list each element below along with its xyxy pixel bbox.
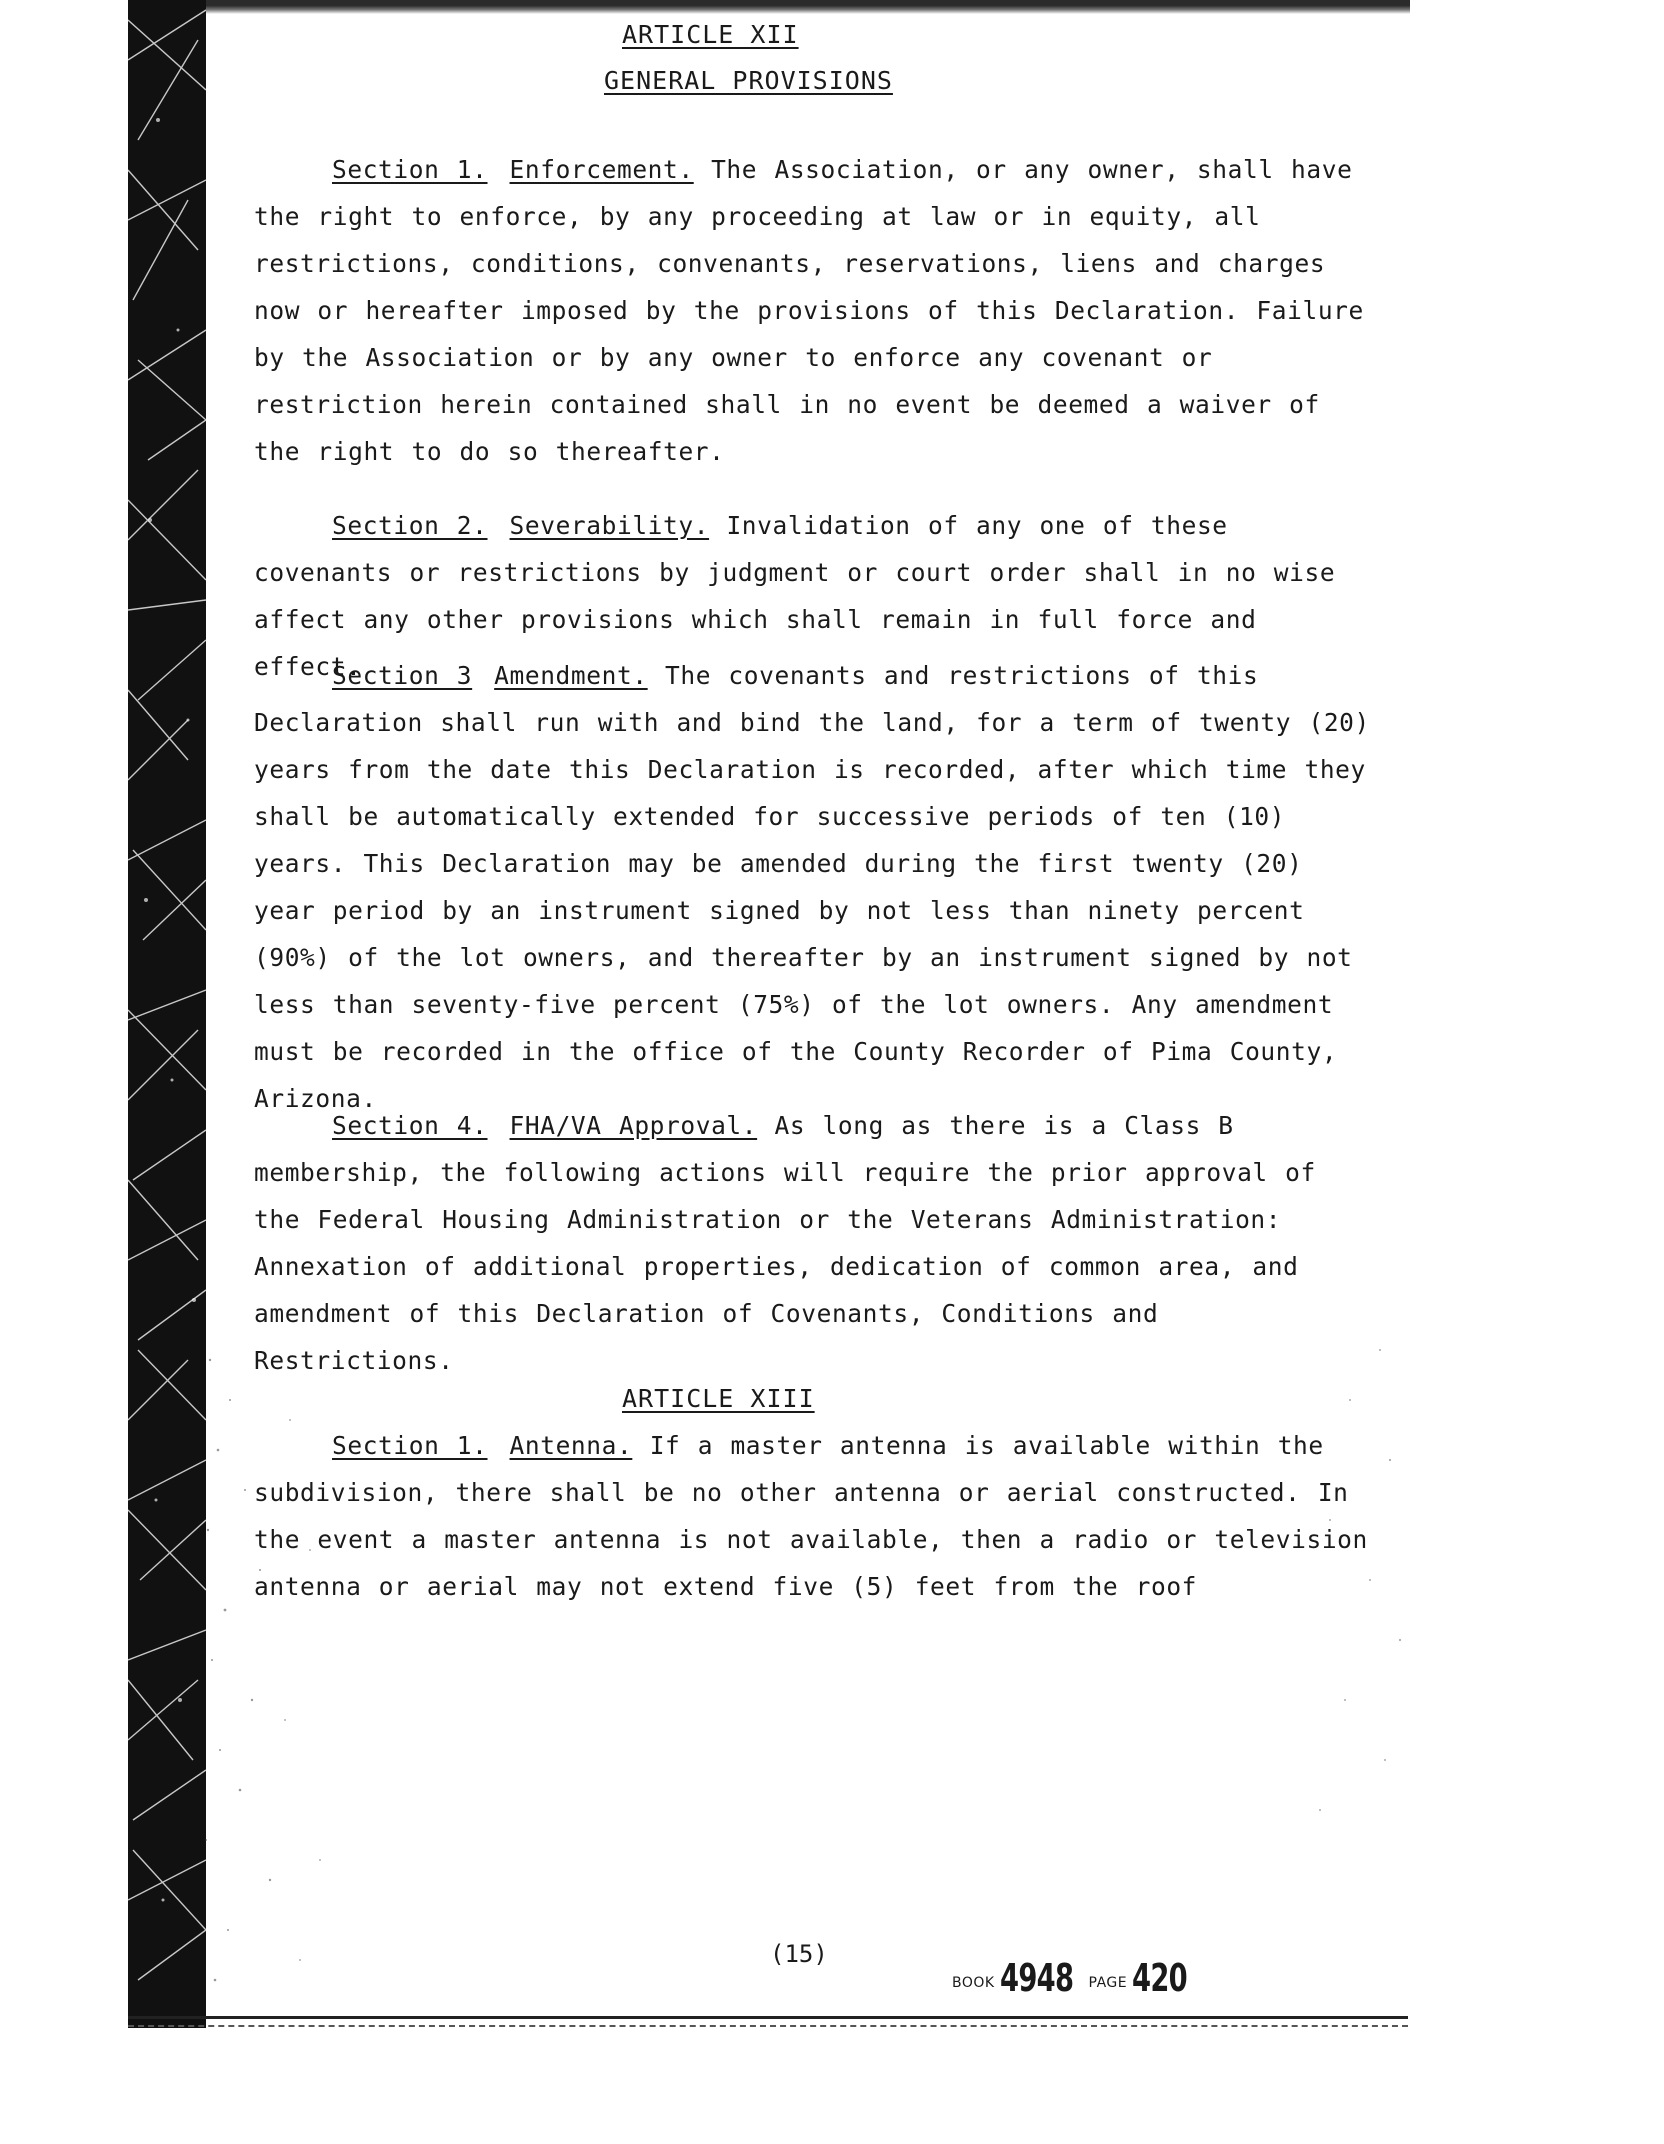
article-xii-title: ARTICLE XII [622, 20, 799, 49]
section-text: The covenants and restrictions of this Declaration shall run with and bind the land, for a term of twenty (20) years from the date this Declaration is recorded, after which time they shall be automatically extended for successive periods of ten (10) years. This Declaration may be amended during the first twenty (20) year period by an instrument signed by not less than ninety percent (90%) of the lot owners, and thereafter by an instrument signed by not less than seventy-five percent (75%) of the lot owners. Any amendment must be recorded in the office of the County Recorder of Pima County, Arizona. [254, 661, 1370, 1113]
section-text: Invalidation of any one of these covenants or restrictions by judgment or court order shall in no wise affect any other provisions which shall remain in full force and effect. [254, 511, 1336, 681]
article-xiii-title: ARTICLE XIII [622, 1384, 815, 1413]
section-title: Severability. [509, 511, 710, 540]
section-number: Section 1. [332, 1431, 488, 1460]
section-paragraph [254, 1102, 1374, 1384]
scan-binding-edge [128, 0, 206, 2028]
section-number: Section 2. [332, 511, 488, 540]
section-text: As long as there is a Class B membership, the following actions will require the prior approval of the Federal Housing Administration or the Veterans Administration: Annexation of additional properties, dedication of common area, and amendment of this Declaration of Covenants, Conditions and Restrictions. [254, 1111, 1316, 1375]
recorder-page-number: 420 [1132, 1956, 1188, 2000]
section-title: Enforcement. [509, 155, 694, 184]
section-title: Antenna. [509, 1431, 633, 1460]
article-xii-subtitle: GENERAL PROVISIONS [604, 66, 893, 95]
section-text: The Association, or any owner, shall have the right to enforce, by any proceeding at law or in equity, all restrictions, conditions, convenants, reservations, liens and charges now or hereafter imposed by the provisions of this Declaration. Failure by the Association or by any owner to enforce any covenant or restriction herein contained shall in no event be deemed a waiver of the right to do so thereafter. [254, 155, 1364, 466]
section-paragraph [254, 146, 1374, 475]
section-title: FHA/VA Approval. [509, 1111, 758, 1140]
page-label: PAGE [1088, 1975, 1128, 1991]
section-number: Section 3 [332, 661, 473, 690]
section-number: Section 1. [332, 155, 488, 184]
book-number: 4948 [999, 1956, 1073, 2000]
section-text: If a master antenna is available within the subdivision, there shall be no other antenna or aerial constructed. In the event a master antenna is not available, then a radio or television antenna or aerial may not extend five (5) feet from the roof [254, 1431, 1368, 1601]
section-paragraph [254, 1422, 1374, 1610]
page-number: (15) [770, 1940, 828, 1968]
bottom-rule [128, 2016, 1408, 2027]
scan-top-edge [128, 0, 1410, 14]
book-label: BOOK [952, 1975, 995, 1991]
section-number: Section 4. [332, 1111, 488, 1140]
section-title: Amendment. [494, 661, 648, 690]
recorder-stamp [952, 1956, 1209, 2000]
section-paragraph [254, 652, 1374, 1122]
